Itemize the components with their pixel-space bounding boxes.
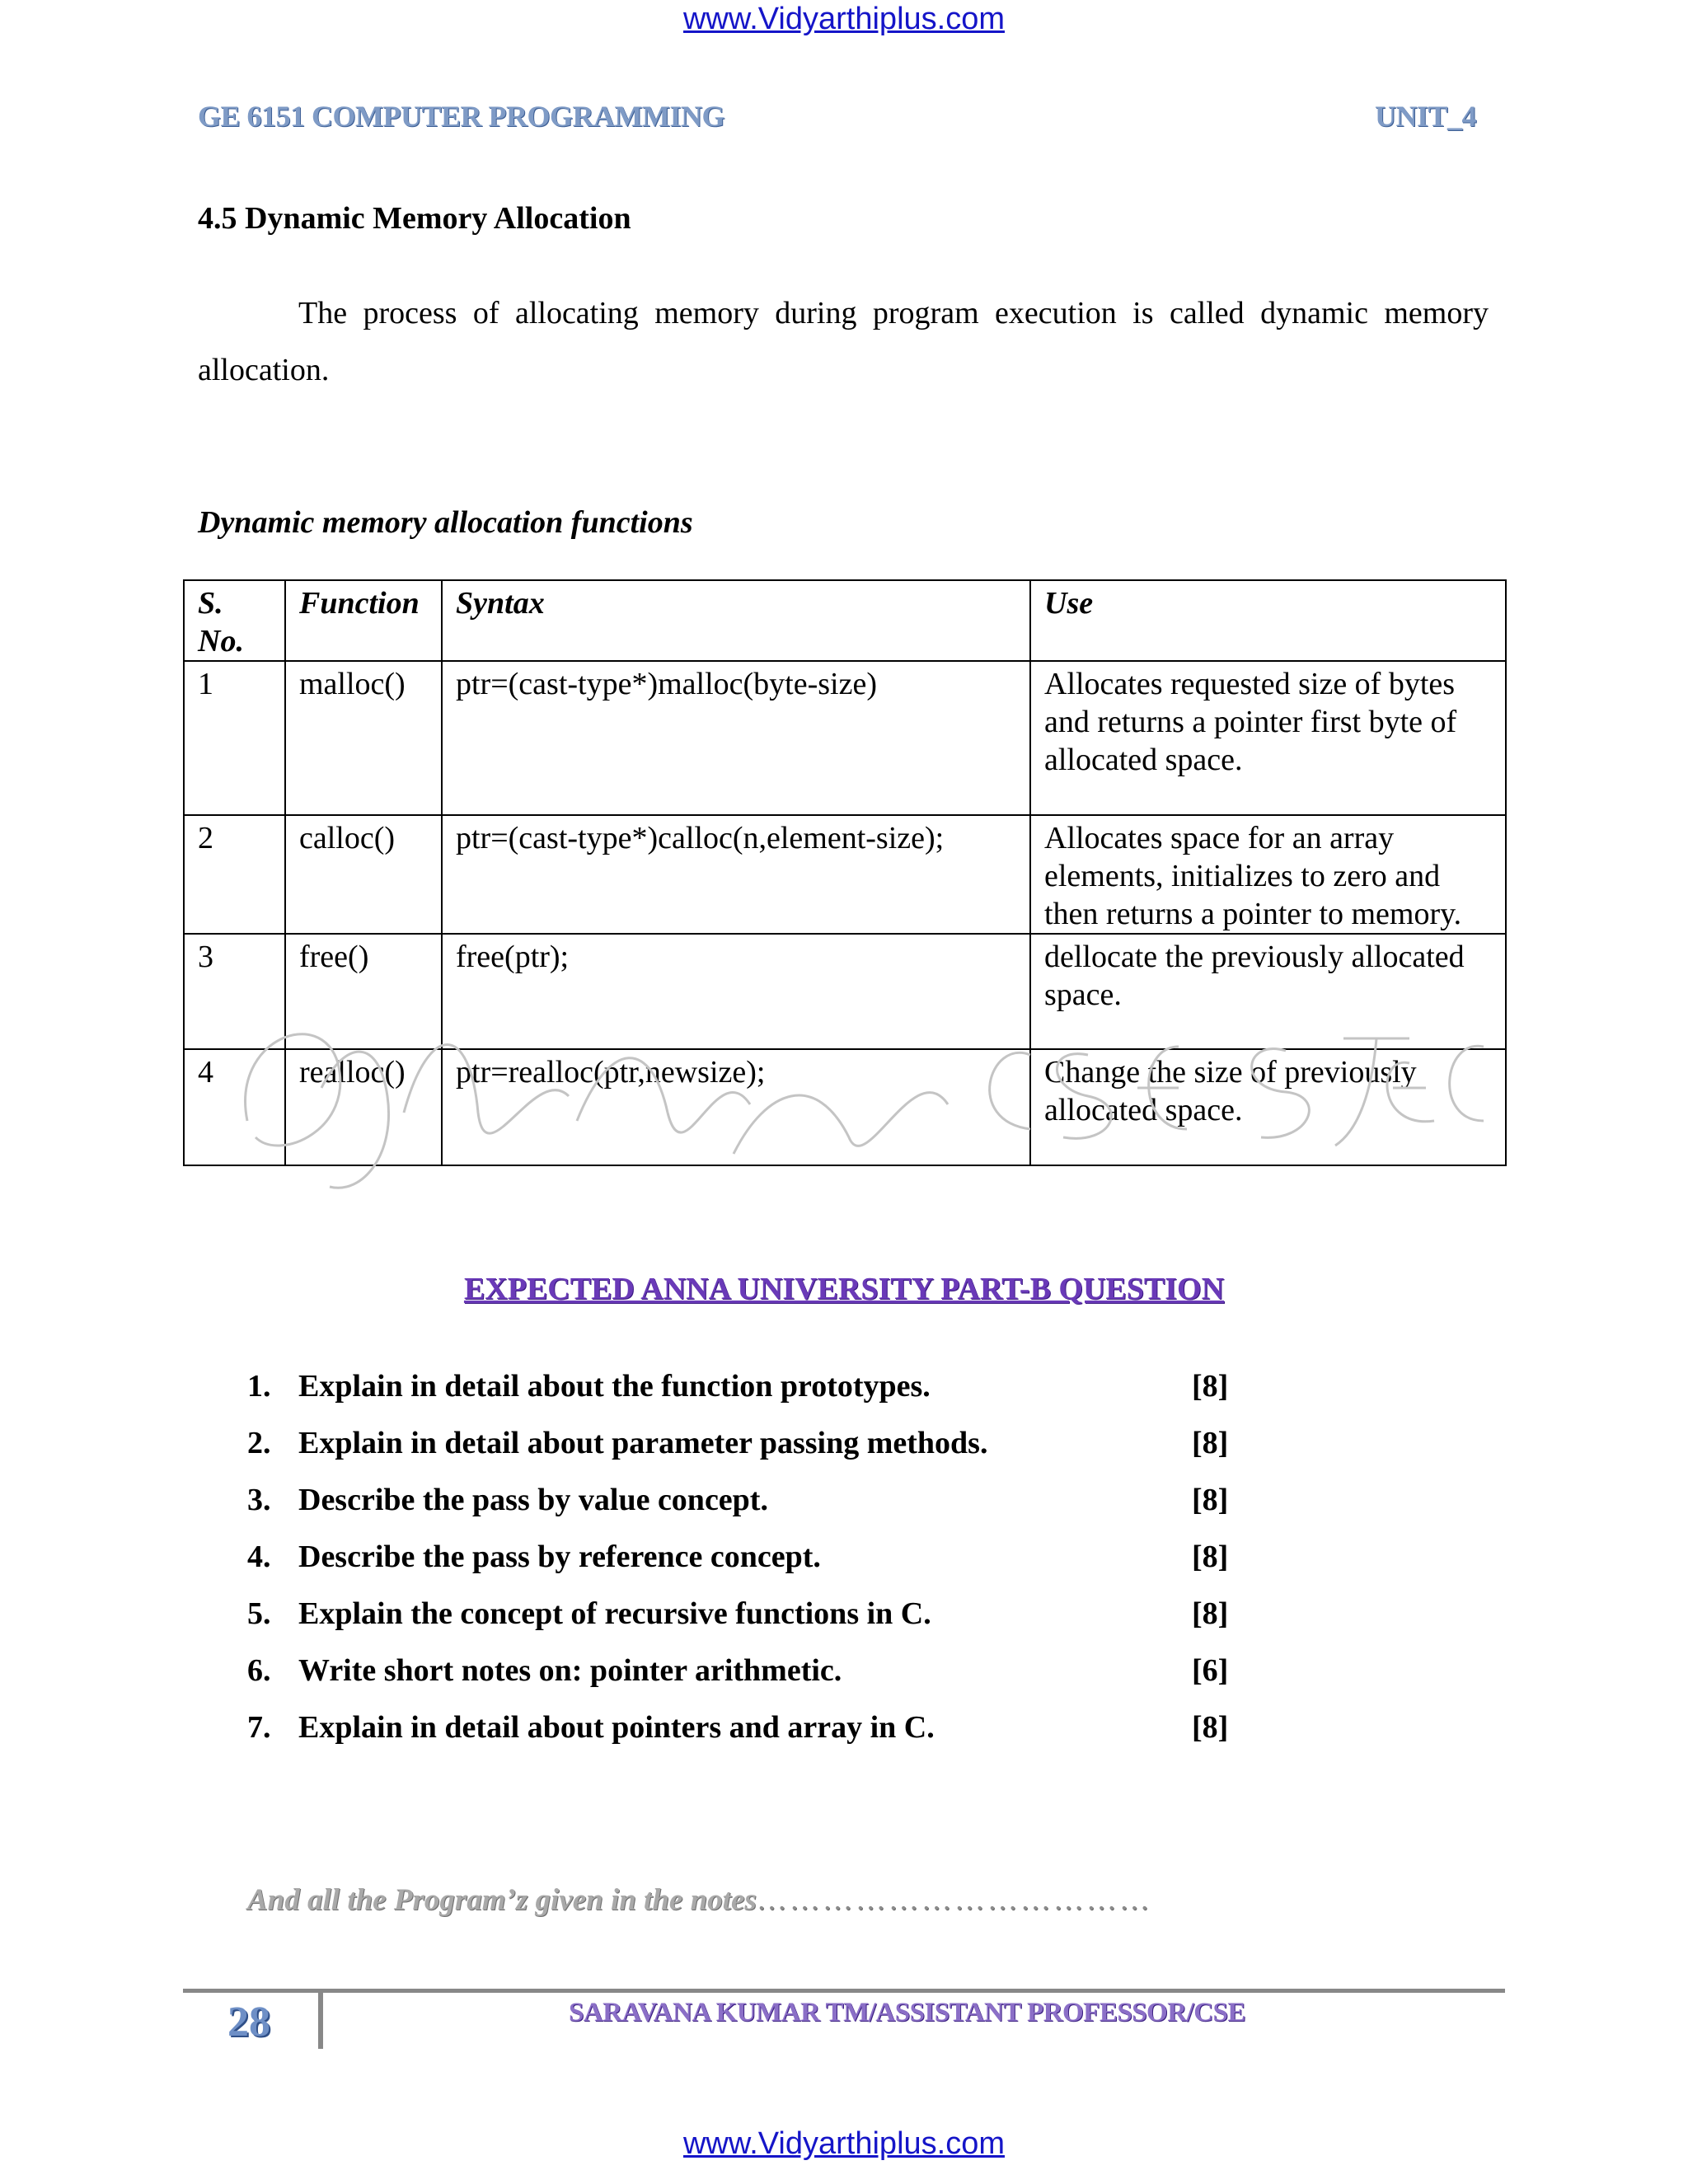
intro-paragraph-line1: The process of allocating memory during program execution is called dynamic memory [298,296,1489,330]
program-notes-dots: ……………………………… [756,1883,1152,1917]
program-notes-text: And all the Program’z given in the notes [247,1883,757,1917]
cell-syntax: ptr=realloc(ptr,newsize); [442,1049,1030,1165]
question-text: Describe the pass by reference concept. [298,1540,821,1574]
question-number: 1. [247,1369,271,1404]
footer-author: SARAVANA KUMAR TM/ASSISTANT PROFESSOR/CSE [569,1998,1245,2027]
cell-use: dellocate the previously allocated space. [1030,934,1506,1049]
unit-header: UNIT_4 [1375,100,1477,133]
section-title: 4.5 Dynamic Memory Allocation [198,201,631,236]
question-item [247,1482,1236,1520]
question-text: Write short notes on: pointer arithmetic. [298,1653,842,1688]
cell-syntax: ptr=(cast-type*)calloc(n,element-size); [442,815,1030,934]
question-marks: [8] [1192,1596,1229,1631]
cell-use: Allocates space for an array elements, initializes to zero and then returns a pointer to memory. [1030,815,1506,934]
cell-sno: 1 [184,661,285,815]
page-number: 28 [227,1999,270,2046]
bottom-site-link[interactable]: www.Vidyarthiplus.com [682,2126,1005,2161]
question-number: 4. [247,1540,271,1574]
question-number: 5. [247,1596,271,1631]
table-row [184,934,1506,1049]
question-item [247,1709,1236,1747]
question-number: 6. [247,1653,271,1688]
question-text: Explain in detail about the function prototypes. [298,1369,931,1404]
question-item [247,1652,1236,1690]
cell-function: calloc() [285,815,442,934]
question-item [247,1425,1236,1463]
question-text: Explain the concept of recursive functions in C. [298,1596,931,1631]
table-row [184,815,1506,934]
cell-function: realloc() [285,1049,442,1165]
cell-function: free() [285,934,442,1049]
page-number-divider [318,1993,323,2049]
table-row [184,661,1506,815]
question-marks: [8] [1192,1426,1229,1460]
questions-title: EXPECTED ANNA UNIVERSITY PART-B QUESTION [463,1272,1225,1306]
question-item [247,1596,1236,1633]
top-site-link[interactable]: www.Vidyarthiplus.com [682,2,1005,36]
question-text: Explain in detail about pointers and array in C. [298,1710,935,1745]
question-marks: [8] [1192,1540,1229,1574]
question-marks: [8] [1192,1369,1229,1404]
program-notes-line [247,1882,1152,1918]
cell-sno: 2 [184,815,285,934]
question-text: Describe the pass by value concept. [298,1483,768,1517]
cell-syntax: free(ptr); [442,934,1030,1049]
table-row [184,1049,1506,1165]
intro-paragraph-line2: allocation. [198,353,330,387]
question-number: 3. [247,1483,271,1517]
footer-rule [183,1989,1505,1993]
question-number: 7. [247,1710,271,1745]
question-item [247,1368,1236,1406]
col-header-sno: S. No. [184,580,285,661]
intro-paragraph [198,285,1489,399]
question-text: Explain in detail about parameter passing methods. [298,1426,988,1460]
question-marks: [8] [1192,1710,1229,1745]
question-number: 2. [247,1426,271,1460]
cell-sno: 4 [184,1049,285,1165]
cell-sno: 3 [184,934,285,1049]
question-marks: [6] [1192,1653,1229,1688]
functions-subheading: Dynamic memory allocation functions [198,505,693,540]
question-item [247,1539,1236,1577]
cell-function: malloc() [285,661,442,815]
cell-syntax: ptr=(cast-type*)malloc(byte-size) [442,661,1030,815]
col-header-use: Use [1030,580,1506,661]
cell-use: Change the size of previously allocated space. [1030,1049,1506,1165]
question-marks: [8] [1192,1483,1229,1517]
table-header-row [184,580,1506,661]
dma-functions-table [183,579,1507,1166]
col-header-function: Function [285,580,442,661]
col-header-syntax: Syntax [442,580,1030,661]
course-header: GE 6151 COMPUTER PROGRAMMING [198,100,724,133]
cell-use: Allocates requested size of bytes and returns a pointer first byte of allocated space. [1030,661,1506,815]
